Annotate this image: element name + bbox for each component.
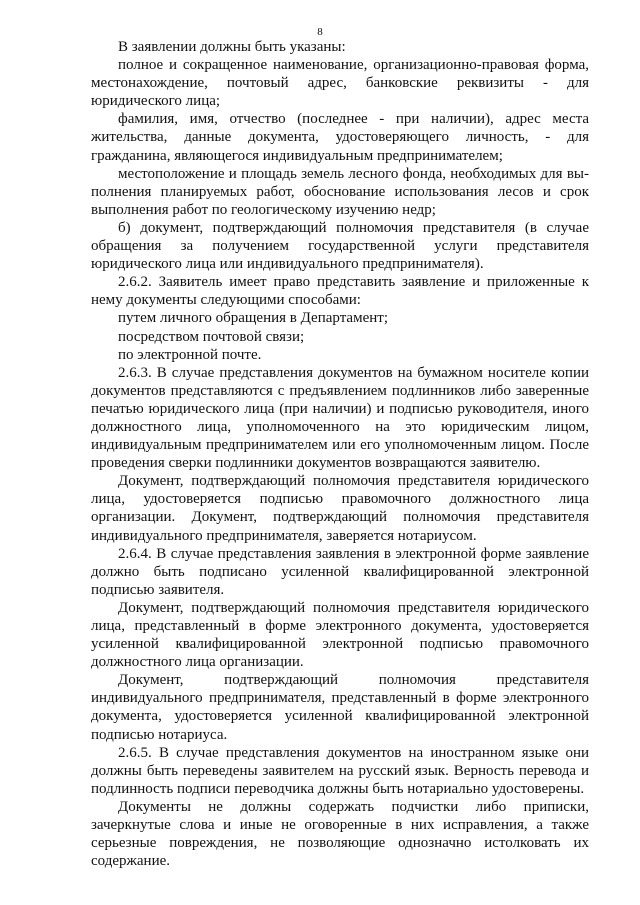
- paragraph: Документ, подтверждающий полномочия представителя индивидуального предпринимателя, представленный в форме электронного документа, удостоверяется усиленной квалифицированной электронной подписью нотариуса.: [91, 672, 589, 743]
- paragraph: местоположение и площадь земель лесного фонда, необходимых для выполнения планируемых работ, обоснование использования лесов и срок выполнения работ по геологическому изучению недр;: [91, 165, 589, 218]
- paragraph: посредством почтовой связи;: [118, 328, 305, 345]
- paragraph: фамилия, имя, отчество (последнее - при наличии), адрес места жительства, данные документа, удостоверяющего личность, - для гражданина, являющегося индивидуальным предпринимателем;: [91, 111, 589, 164]
- paragraph: Документ, подтверждающий полномочия представителя юридического лица, представленный в форме электронного документа, удостоверяется усиленной квалифицированной электронной подписью правомочного должностного лица организации.: [91, 599, 589, 671]
- paragraph: полное и сокращенное наименование, организационно-правовая форма, местонахождение, почтовый адрес, банковские реквизиты - для юридического лица;: [91, 57, 589, 110]
- paragraph: 2.6.5. В случае представления документов на иностранном языке они должны быть переведены заявителем на русский язык. Верность перевода и подлинность подписи переводчика должны быть нотариально удостоверены.: [91, 744, 589, 797]
- paragraph: 2.6.3. В случае представления документов на бумажном носителе копии документов представляются с предъявлением подлинников либо заверенные печатью юридического лица (при наличии) и подписью руководителя, иного должностного лица, уполномоченного на это юридическим лицом, индивидуальным предпринимателем или его уполномоченным лицом. После проведения сверки подлинники документов возвращаются заявителю.: [91, 364, 589, 472]
- paragraph: 2.6.2. Заявитель имеет право представить заявление и приложенные к нему документы следующими способами:: [91, 274, 589, 309]
- document-body: [91, 38, 589, 870]
- paragraph: Документы не должны содержать подчистки либо приписки, зачеркнутые слова и иные не оговоренные в них исправления, а также серьезные повреждения, не позволяющие однозначно истолковать их содержание.: [91, 798, 589, 870]
- paragraph: В заявлении должны быть указаны:: [118, 39, 346, 55]
- paragraph: б) документ, подтверждающий полномочия представителя (в случае обращения за получением государственной услуги представителя юридического лица или индивидуального предпринимателя).: [91, 219, 589, 273]
- page-number: 8: [317, 26, 323, 38]
- paragraph: Документ, подтверждающий полномочия представителя юридического лица, удостоверяется подписью правомочного должностного лица организации. Документ, подтверждающий полномочия представителя индивидуального предпринимателя, заверяется нотариусом.: [91, 473, 589, 544]
- paragraph: путем личного обращения в Департамент;: [118, 310, 388, 327]
- paragraph: по электронной почте.: [118, 346, 262, 363]
- paragraph: 2.6.4. В случае представления заявления в электронной форме заявление должно быть подписано усиленной квалифицированной электронной подписью заявителя.: [91, 545, 589, 598]
